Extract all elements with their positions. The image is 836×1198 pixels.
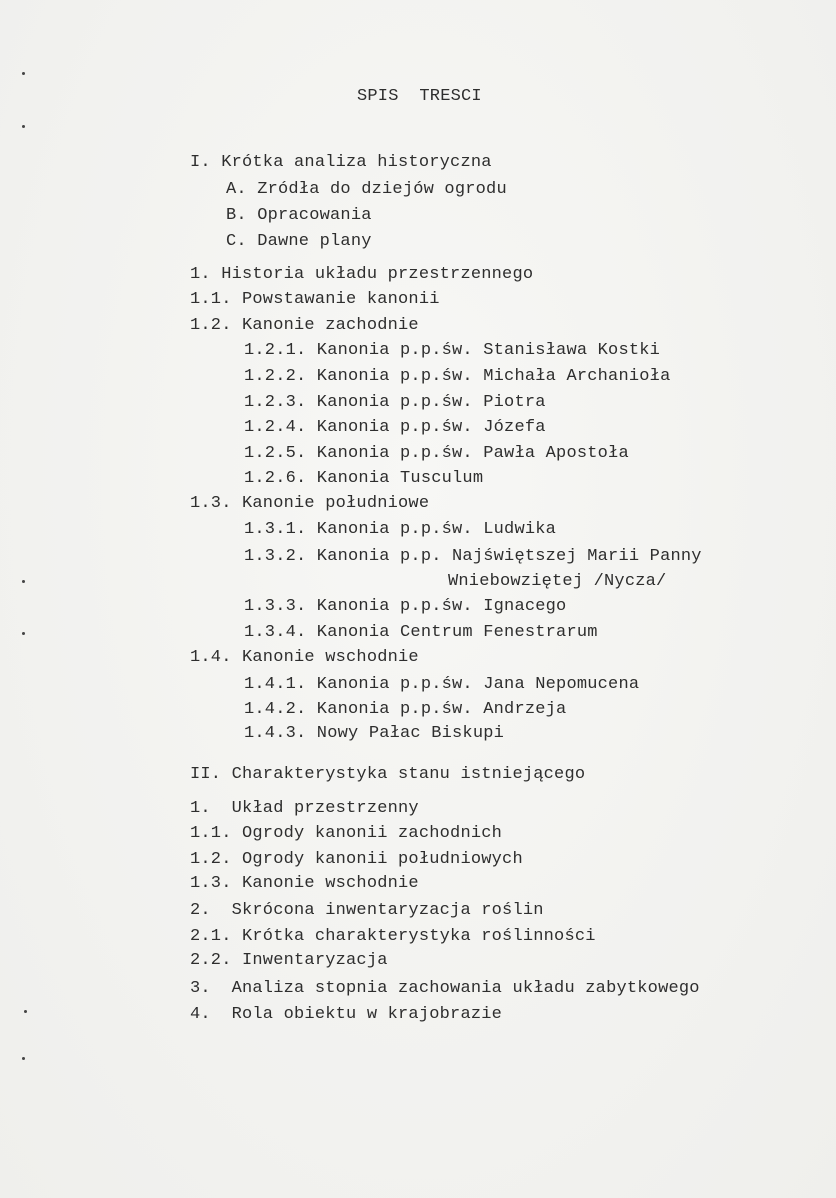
toc-entry: 1. Historia układu przestrzennego	[190, 265, 534, 284]
toc-entry: 2. Skrócona inwentaryzacja roślin	[190, 901, 544, 920]
margin-mark	[22, 125, 25, 128]
toc-entry: 2.2. Inwentaryzacja	[190, 951, 388, 970]
toc-part-heading: II. Charakterystyka stanu istniejącego	[190, 765, 586, 784]
toc-entry: 1.1. Ogrody kanonii zachodnich	[190, 824, 503, 843]
toc-entry: 1.3.4. Kanonia Centrum Fenestrarum	[244, 623, 598, 642]
toc-entry: 1.2.6. Kanonia Tusculum	[244, 469, 484, 488]
toc-entry: 2.1. Krótka charakterystyka roślinności	[190, 927, 596, 946]
margin-mark	[22, 72, 25, 75]
margin-mark	[22, 580, 25, 583]
toc-entry: 1.4.3. Nowy Pałac Biskupi	[244, 724, 505, 743]
toc-entry: 1.3.2. Kanonia p.p. Najświętszej Marii Panny	[244, 547, 702, 566]
toc-entry: 1.2.2. Kanonia p.p.św. Michała Archanioła	[244, 367, 671, 386]
toc-entry: 1.2.3. Kanonia p.p.św. Piotra	[244, 393, 546, 412]
toc-entry: 1.2. Kanonie zachodnie	[190, 316, 419, 335]
toc-entry: B. Opracowania	[226, 206, 372, 225]
toc-entry: 1.4.1. Kanonia p.p.św. Jana Nepomucena	[244, 675, 640, 694]
toc-entry: 1.3.3. Kanonia p.p.św. Ignacego	[244, 597, 567, 616]
toc-entry: 4. Rola obiektu w krajobrazie	[190, 1005, 503, 1024]
toc-entry: 1. Układ przestrzenny	[190, 799, 419, 818]
toc-entry: 1.2.5. Kanonia p.p.św. Pawła Apostoła	[244, 444, 629, 463]
toc-entry: 1.3.1. Kanonia p.p.św. Ludwika	[244, 520, 557, 539]
margin-mark	[22, 632, 25, 635]
page-title: SPIS TRESCI	[357, 87, 482, 106]
toc-entry: 1.2.4. Kanonia p.p.św. Józefa	[244, 418, 546, 437]
toc-entry: 1.2.1. Kanonia p.p.św. Stanisława Kostki	[244, 341, 661, 360]
toc-entry: 1.4. Kanonie wschodnie	[190, 648, 419, 667]
toc-entry: C. Dawne plany	[226, 232, 372, 251]
toc-entry-continuation: Wniebowziętej /Nycza/	[448, 572, 667, 591]
toc-entry: 1.4.2. Kanonia p.p.św. Andrzeja	[244, 700, 567, 719]
toc-entry: 1.2. Ogrody kanonii południowych	[190, 850, 523, 869]
toc-entry: 1.3. Kanonie południowe	[190, 494, 430, 513]
toc-entry: 1.3. Kanonie wschodnie	[190, 874, 419, 893]
toc-part-heading: I. Krótka analiza historyczna	[190, 153, 492, 172]
toc-entry: A. Zródła do dziejów ogrodu	[226, 180, 507, 199]
margin-mark	[22, 1057, 25, 1060]
toc-entry: 1.1. Powstawanie kanonii	[190, 290, 440, 309]
toc-entry: 3. Analiza stopnia zachowania układu zabytkowego	[190, 979, 700, 998]
margin-mark	[24, 1010, 27, 1013]
